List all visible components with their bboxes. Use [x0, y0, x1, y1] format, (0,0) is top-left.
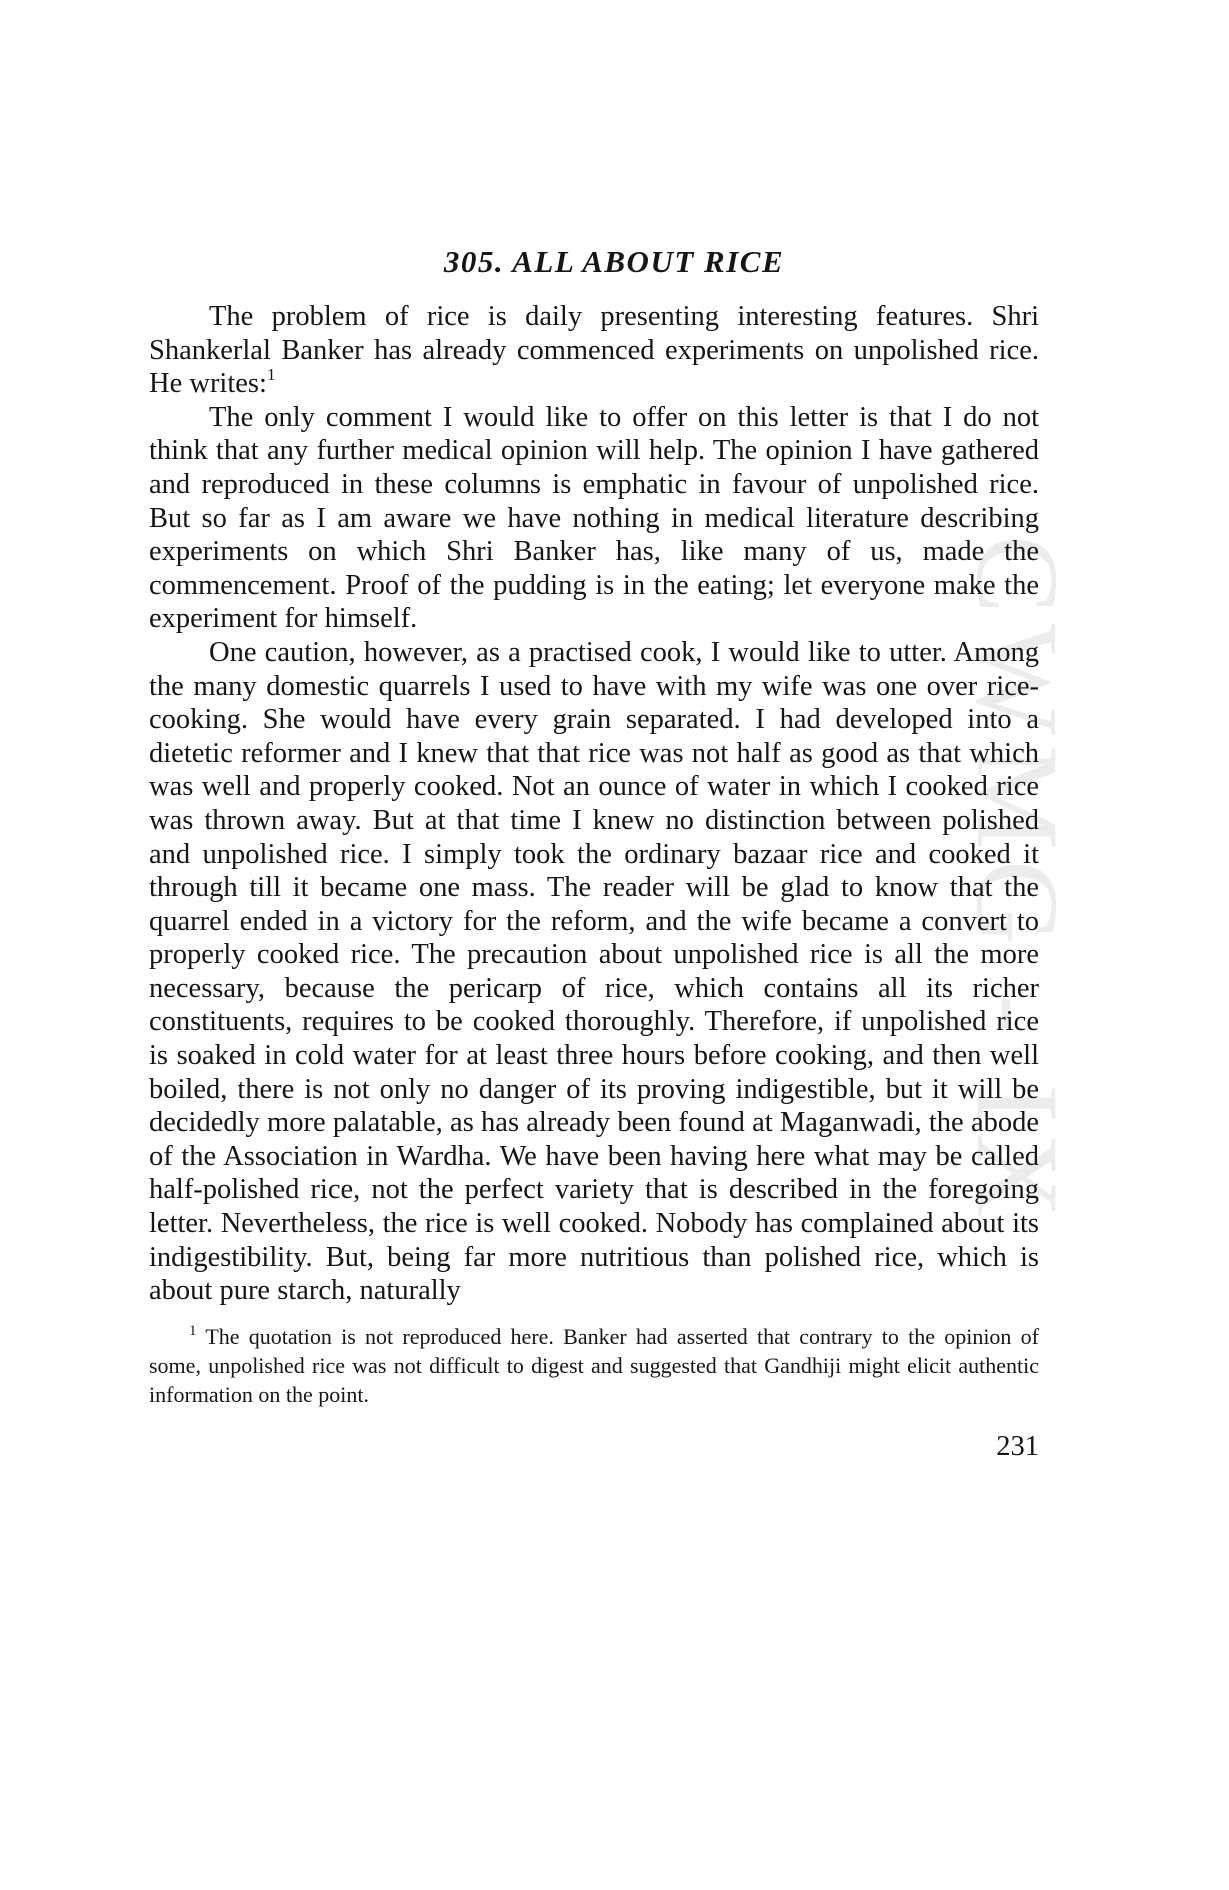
footnote [149, 1322, 1039, 1409]
document-page [149, 244, 1039, 1463]
footnote-text: The quotation is not reproduced here. Banker had asserted that contrary to the opinion of some, unpolished rice was not difficult to digest and suggested that Gandhiji might elicit authentic information on the point. [149, 1323, 1039, 1407]
paragraph-intro [149, 300, 1039, 401]
paragraph-intro-text: The problem of rice is daily presenting interesting features. Shri Shankerlal Banker has already commenced experiments on unpolished rice. He writes: [149, 301, 1039, 400]
paragraph-comment: The only comment I would like to offer on this letter is that I do not think that any further medical opinion will help. The opinion I have gathered and reproduced in these columns is emphatic in favour of unpolished rice. But so far as I am aware we have nothing in medical literature describing experiments on which Shri Banker has, like many of us, made the commencement. Proof of the pudding is in the eating; let everyone make the experiment for himself. [149, 401, 1039, 635]
footnote-marker: 1 [189, 1322, 197, 1339]
page-number: 231 [996, 1430, 1039, 1462]
paragraph-caution: One caution, however, as a practised cook, I would like to utter. Among the many domestic quarrels I used to have with my wife was one over rice-cooking. She would have every grain separated. I had developed into a dietetic reformer and I knew that that rice was not half as good as that which was well and properly cooked. Not an ounce of water in which I cooked rice was thrown away. But at that time I knew no distinction between polished and unpolished rice. I simply took the ordinary bazaar rice and cooked it through till it became one mass. The reader will be glad to know that the quarrel ended in a victory for the reform, and the wife became a convert to properly cooked rice. The precaution about unpolished rice is all the more necessary, because the pericarp of rice, which contains all its richer constituents, requires to be cooked thoroughly. Therefore, if unpolished rice is soaked in cold water for at least three hours before cooking, and then well boiled, there is not only no danger of its proving indigestible, but it will be decidedly more palatable, as has already been found at Maganwadi, the abode of the Association in Wardha. We have been having here what may be called half-polished rice, not the perfect variety that is described in the foregoing letter. Nevertheless, the rice is well cooked. Nobody has complained about its indigestibility. But, being far more nutritious than polished rice, which is about pure starch, naturally [149, 636, 1039, 1307]
article-heading: 305. ALL ABOUT RICE [443, 244, 785, 279]
footnote-reference: 1 [266, 365, 276, 385]
